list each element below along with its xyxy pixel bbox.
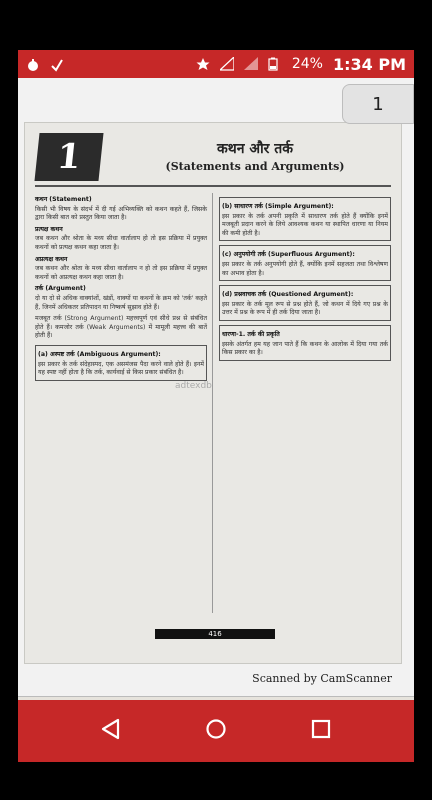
wifi-off-icon [220, 57, 234, 71]
section [35, 196, 207, 223]
page-footer: 416 [155, 629, 275, 639]
navigation-bar [18, 700, 414, 762]
section-text: इस प्रकार के तर्क मूल रूप से प्रश्न होते हैं, जो कथन में दिये गए प्रश्न के उत्तर में प्रश्न के रूप में ही तर्क दिया जाता है। [222, 300, 388, 317]
column-divider [212, 193, 213, 613]
document-viewer[interactable] [18, 78, 414, 700]
right-column [219, 193, 391, 361]
android-debug-icon [26, 57, 40, 71]
section-boxed [219, 325, 391, 361]
section-heading: प्रत्यक्ष कथन [35, 225, 63, 233]
section-text: इसके अंतर्गत हम यह जान पाते हैं कि कथन के आलोक में दिया गया तर्क किस प्रकार का है। [222, 340, 388, 357]
chapter-number: 1 [34, 133, 103, 181]
section-boxed [219, 285, 391, 321]
recents-button[interactable] [303, 713, 339, 749]
section-heading: (d) प्रश्नवाचक तर्क (Questioned Argument): [222, 291, 354, 299]
battery-icon [268, 57, 282, 71]
status-bar [18, 50, 414, 78]
section-heading: (b) साधारण तर्क (Simple Argument): [222, 203, 334, 210]
section-boxed [35, 345, 207, 381]
chapter-title [125, 139, 385, 173]
home-button[interactable] [198, 713, 234, 749]
section-heading: कथन (Statement) [35, 196, 92, 203]
section-heading: अप्रत्यक्ष कथन [35, 255, 68, 263]
check-tick-icon [50, 57, 64, 71]
signal-off-icon [244, 57, 258, 71]
section [35, 226, 207, 253]
section-text: इस प्रकार के तर्क अनुपयोगी होते हैं, क्योंकि इनमें सहजता तथा विश्लेषण का अभाव होता है। [222, 260, 388, 277]
left-column [35, 193, 207, 381]
page-indicator[interactable]: 1 [342, 84, 414, 124]
back-icon [100, 718, 122, 744]
section-heading: तर्क (Argument) [35, 285, 86, 293]
section-boxed [219, 245, 391, 281]
section-boxed [219, 197, 391, 241]
back-button[interactable] [93, 713, 129, 749]
section-text: इस प्रकार के तर्क अपनी प्रकृति में साधारण तर्क होते हैं क्योंकि इनमें मजबूती प्रदान करने के लिये आवश्यक कथन या स्थापित धारणा या नियम की कमी होती है। [222, 212, 388, 237]
section-text: इस प्रकार के तर्क संदेहास्पद, एक असमंजस पैदा करने वाले होते हैं। इनमें यह स्पष्ट नहीं होता है कि तर्क, कार्यवाई से किस प्रकार संबंधित है। [38, 360, 204, 377]
home-icon [205, 718, 227, 744]
recents-icon [311, 719, 331, 743]
watermark: adtexdb [175, 381, 212, 391]
section-heading: (c) अनुपयोगी तर्क (Superfluous Argument): [222, 251, 355, 259]
clock: 1:34 PM [332, 54, 406, 74]
scanner-credit: Scanned by CamScanner [252, 672, 392, 685]
section-text: जब कथन और श्रोता के मध्य सीधा वार्तालाप हो तो इस प्रक्रिया में प्रयुक्त कथनों को प्रत्यक्ष कथन कहा जाता है। [35, 235, 207, 251]
section-heading: (a) अस्पष्ट तर्क (Ambiguous Argument): [38, 350, 161, 358]
section-text: दो या दो से अधिक वाक्यांशों, खंडों, वाक्यों या कथनों के क्रम को 'तर्क' कहते हैं, जिनमें अधिकतर प्रतिपादन या निष्कर्ष सुझाव होते हैं। [35, 294, 207, 311]
section [35, 315, 207, 341]
section-heading: धारणा-1. तर्क की प्रकृति [222, 330, 280, 338]
scanned-page[interactable] [24, 122, 402, 664]
screen [18, 50, 414, 762]
title-rule [35, 185, 391, 187]
section [35, 285, 207, 312]
section-text: मजबूत तर्क (Strong Argument) महत्त्वपूर्ण एवं सीधे प्रश्न से संबंधित होते हैं। कमजोर तर्क (Weak Arguments) में मामूली महत्त्व की बातें होती हैं। [35, 315, 207, 340]
section [35, 256, 207, 283]
star-icon [196, 57, 210, 71]
section-text: किसी भी विषय के संदर्भ में दी गई अभिव्यक्ति को कथन कहते हैं, जिसके द्वारा किसी बात को प्रस्तुत किया जाता है। [35, 205, 207, 222]
title-english: (Statements and Arguments) [165, 160, 345, 173]
battery-percent: 24% [291, 56, 323, 72]
section-text: जब कथन और श्रोता के मध्य सीधा वार्तालाप न हो तो इस प्रक्रिया में प्रयुक्त कथनों को अप्रत्यक्ष कथन कहा जाता है। [35, 265, 207, 281]
title-hindi: कथन और तर्क [217, 141, 293, 157]
